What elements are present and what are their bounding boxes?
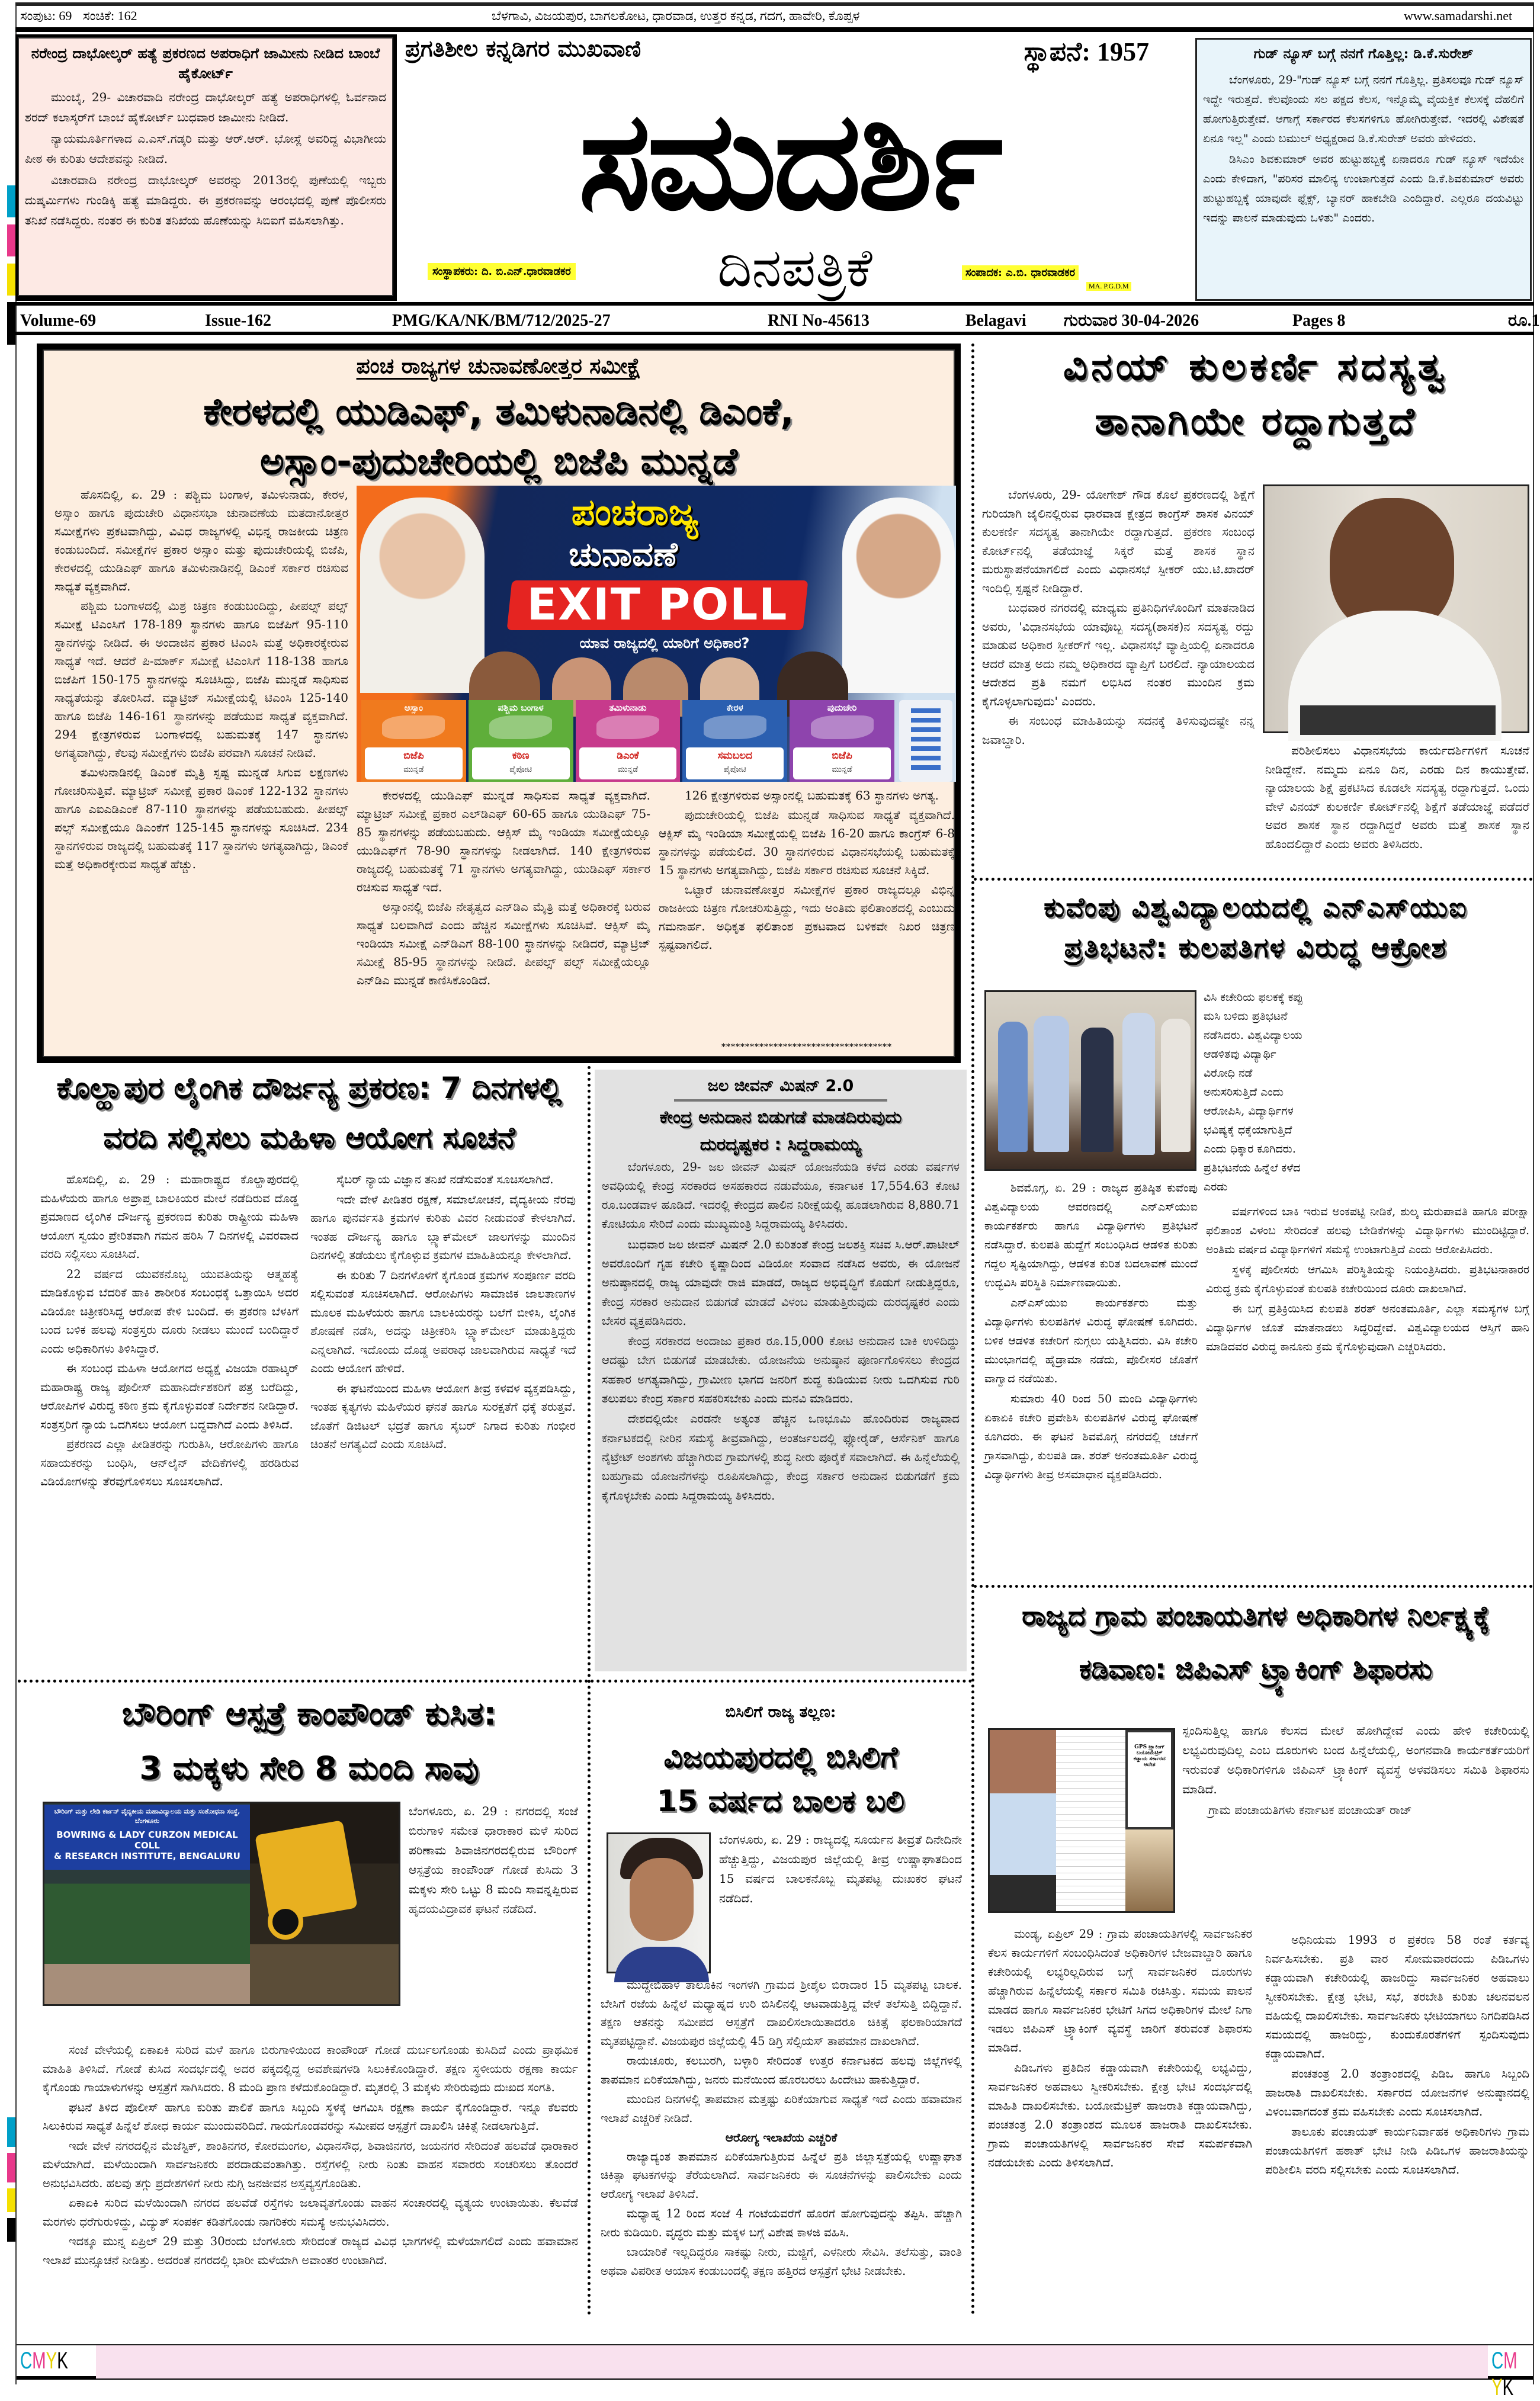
kuvempu-paragraph: ಸ್ಥಳಕ್ಕೆ ಪೊಲೀಸರು ಆಗಮಿಸಿ ಪರಿಸ್ಥಿತಿಯನ್ನು ನಿಯಂತ್ರಿಸಿದರು. ಪ್ರತಿಭಟನಾಕಾರರ ವಿರುದ್ಧ ಕ್ರಮ ಕೈಗೊಳ್ಳುವಂತೆ ಕುಲಪತಿ ಕಚೇರಿಯಿಂದ ದೂರು ದಾಖಲಾಗಿದೆ.	[1206, 1263, 1529, 1295]
gps-paragraph: ಪಂಚತಂತ್ರ 2.0 ತಂತ್ರಾಂಶದಲ್ಲಿ ಪಿಡಿಒ ಹಾಗೂ ಸಿಬ್ಬಂದಿ ಹಾಜರಾತಿ ದಾಖಲಿಸಬೇಕು. ಸರ್ಕಾರದ ಯೋಜನೆಗಳ ಅನುಷ್ಠಾನದಲ್ಲಿ ವಿಳಂಬವಾಗದಂತೆ ಕ್ರಮ ವಹಿಸಬೇಕು ಎಂದು ಸೂಚಿಸಲಾಗಿದೆ.	[1265, 2067, 1529, 2118]
column-separator	[971, 344, 974, 2316]
info-volume: Volume-69	[20, 312, 97, 330]
vijayapura-paragraph: ಮುಂದಿನ ದಿನಗಳಲ್ಲಿ ತಾಪಮಾನ ಮತ್ತಷ್ಟು ಏರಿಕೆಯಾಗುವ ಸಾಧ್ಯತೆ ಇದೆ ಎಂದು ಹವಾಮಾನ ಇಲಾಖೆ ಎಚ್ಚರಿಕೆ ನೀಡಿದೆ.	[601, 2092, 962, 2125]
kuvempu-column-1	[984, 1179, 1198, 1546]
lead-column-2	[357, 787, 650, 1059]
state-map-icon	[489, 715, 552, 739]
kuvempu-headline-line-2: ಪ್ರತಿಭಟನೆ: ಕುಲಪತಿಗಳ ವಿರುದ್ಧ ಆಕ್ರೋಶ	[1064, 932, 1448, 964]
cmyk-letter: K	[1502, 2374, 1514, 2400]
cmyk-letter: C	[1491, 2348, 1504, 2374]
state-result-box	[365, 747, 463, 779]
kolhapur-story	[37, 1066, 582, 1676]
gps-paragraph: ತಾಲೂಕು ಪಂಚಾಯತ್ ಕಾರ್ಯನಿರ್ವಾಹಕ ಅಧಿಕಾರಿಗಳು ಗ್ರಾಮ ಪಂಚಾಯತಿಗಳಿಗೆ ಹಠಾತ್ ಭೇಟಿ ನೀಡಿ ಪಿಡಿಒಗಳ ಹಾಜರಾತಿಯನ್ನು ಪರಿಶೀಲಿಸಿ ವರದಿ ಸಲ್ಲಿಸಬೇಕು ಎಂದು ಸೂಚಿಸಲಾಗಿದೆ.	[1265, 2125, 1529, 2177]
left-box-paragraph: ವಿಚಾರವಾದಿ ನರೇಂದ್ರ ದಾಭೋಲ್ಕರ್ ಅವರನ್ನು 2013ರಲ್ಲಿ ಪುಣೆಯಲ್ಲಿ ಇಬ್ಬರು ದುಷ್ಕರ್ಮಿಗಳು ಗುಂಡಿಕ್ಕಿ ಹತ್ಯೆ ಮಾಡಿದ್ದರು. ಈ ಪ್ರಕರಣವನ್ನು ಆರಂಭದಲ್ಲಿ ಪುಣೆ ಪೊಲೀಸರು ತನಿಖೆ ನಡೆಸಿದ್ದರು. ನಂತರ ಈ ಕುರಿತ ತನಿಖೆಯ ಹೊಣೆಯನ್ನು ಸಿಬಿಐಗೆ ವಹಿಸಲಾಗಿತ್ತು.	[25, 173, 386, 227]
bowring-body	[43, 2041, 578, 2311]
state-map-icon	[704, 715, 766, 739]
vijayapura-subhead: ಆರೋಗ್ಯ ಇಲಾಖೆಯ ಎಚ್ಚರಿಕೆ	[725, 2130, 838, 2145]
vinay-column-2	[1265, 742, 1529, 866]
state-card	[576, 700, 681, 782]
bowring-story	[37, 1686, 582, 2316]
kolhapur-headline-line-1: ಕೊಲ್ಹಾಪುರ ಲೈಂಗಿಕ ದೌರ್ಜನ್ಯ ಪ್ರಕರಣ: 7 ದಿನಗಳಲ್ಲಿ	[56, 1071, 562, 1105]
state-card	[682, 700, 787, 782]
jjm-paragraph: ಬೆಂಗಳೂರು, 29- ಜಲ ಜೀವನ್ ಮಿಷನ್ ಯೋಜನೆಯಡಿ ಕಳೆದ ಎರಡು ವರ್ಷಗಳ ಅವಧಿಯಲ್ಲಿ ಕೇಂದ್ರ ಸರಕಾರದ ಅಸಹಕಾರದ ನಡುವೆಯೂ, ಕರ್ನಾಟಕ 17,554.63 ಕೋಟಿ ರೂ.ಬಂಡವಾಳ ಹೂಡಿದೆ. ಇದರಲ್ಲಿ ಕೇಂದ್ರದ ಪಾಲಿನ ನಿರೀಕ್ಷೆಯಲ್ಲಿ ಹೂಡಲಾಗಿರುವ 8,880.71 ಕೋಟಿಯೂ ಸೇರಿದೆ ಎಂದು ಮುಖ್ಯಮಂತ್ರಿ ಸಿದ್ದರಾಮಯ್ಯ ತಿಳಿಸಿದರು.	[602, 1160, 960, 1231]
kolhapur-column-2	[310, 1170, 576, 1668]
vinay-headline-line-2: ತಾನಾಗಿಯೇ ರದ್ದಾಗುತ್ತದೆ	[1095, 400, 1417, 444]
lead-paragraph: ಪುದುಚೇರಿಯಲ್ಲಿ ಬಿಜೆಪಿ ಮುನ್ನಡೆ ಸಾಧಿಸುವ ಸಾಧ್ಯತೆ ವ್ಯಕ್ತವಾಗಿದೆ. ಆಕ್ಸಿಸ್ ಮೈ ಇಂಡಿಯಾ ಸಮೀಕ್ಷೆಯಲ್ಲಿ ಬಿಜೆಪಿ 16-20 ಹಾಗೂ ಕಾಂಗ್ರೆಸ್ 6-8 ಸ್ಥಾನಗಳನ್ನು ಪಡೆಯಲಿದೆ. 30 ಸ್ಥಾನಗಳಿರುವ ವಿಧಾನಸಭೆಯಲ್ಲಿ ಬಹುಮತಕ್ಕೆ 15 ಸ್ಥಾನಗಳು ಅಗತ್ಯವಾಗಿದ್ದು, ಬಿಜೆಪಿ ಸರ್ಕಾರ ರಚಿಸುವ ಸೂಚನೆ ಸಿಕ್ಕಿದೆ.	[659, 808, 955, 877]
logo-subtitle: ದಿನಪತ್ರಿಕೆ	[717, 237, 872, 299]
bowring-side-text: ಬೆಂಗಳೂರು, ಏ. 29 : ನಗರದಲ್ಲಿ ಸಂಜೆ ಬಿರುಗಾಳಿ ಸಮೇತ ಧಾರಾಕಾರ ಮಳೆ ಸುರಿದ ಪರಿಣಾಮ ಶಿವಾಜಿನಗರದಲ್ಲಿರುವ ಬೌರಿಂಗ್ ಆಸ್ಪತ್ರೆಯ ಕಾಂಪೌಂಡ್ ಗೋಡೆ ಕುಸಿದು 3 ಮಕ್ಕಳು ಸೇರಿ ಒಟ್ಟು 8 ಮಂದಿ ಸಾವನ್ನಪ್ಪಿರುವ ಹೃದಯವಿದ್ರಾವಕ ಘಟನೆ ನಡೆದಿದೆ.	[409, 1804, 578, 1916]
right-box-headline: ಗುಡ್ ನ್ಯೂಸ್ ಬಗ್ಗೆ ನನಗೆ ಗೊತ್ತಿಲ್ಲ: ಡಿ.ಕೆ.ಸುರೇಶ್	[1253, 46, 1474, 62]
section-divider	[974, 878, 1533, 881]
exit-poll-graphic	[357, 486, 956, 782]
vinay-paragraph: ಬೆಂಗಳೂರು, 29- ಯೋಗೇಶ್ ಗೌಡ ಕೊಲೆ ಪ್ರಕರಣದಲ್ಲಿ ಶಿಕ್ಷೆಗೆ ಗುರಿಯಾಗಿ ಜೈಲಿನಲ್ಲಿರುವ ಧಾರವಾಡ ಕ್ಷೇತ್ರದ ಕಾಂಗ್ರೆಸ್ ಶಾಸಕ ವಿನಯ್ ಕುಲಕರ್ಣಿ ಸದಸ್ಯತ್ವ ತಾನಾಗಿಯೇ ರದ್ದಾಗುತ್ತದೆ. ಪ್ರಕರಣ ಸಂಬಂಧ ಕೋರ್ಟ್‌ನಲ್ಲಿ ತಡೆಯಾಜ್ಞೆ ಸಿಕ್ಕರೆ ಮತ್ತೆ ಶಾಸಕ ಸ್ಥಾನ ಮರುಸ್ಥಾಪನೆಯಾಗಲಿದೆ ಎಂದು ವಿಧಾನಸಭೆ ಸ್ಪೀಕರ್ ಯು.ಟಿ.ಖಾದರ್ ಇಂದಿಲ್ಲಿ ಸ್ಪಷ್ಟನೆ ನೀಡಿದ್ದಾರೆ.	[982, 487, 1255, 595]
kuvempu-paragraph: ಸುಮಾರು 40 ರಿಂದ 50 ಮಂದಿ ವಿದ್ಯಾರ್ಥಿಗಳು ಏಕಾಏಕಿ ಕಚೇರಿ ಪ್ರವೇಶಿಸಿ ಕುಲಪತಿಗಳ ವಿರುದ್ಧ ಘೋಷಣೆ ಕೂಗಿದರು. ಈ ಘಟನೆ ಶಿವಮೊಗ್ಗ ನಗರದಲ್ಲಿ ಚರ್ಚೆಗೆ ಗ್ರಾಸವಾಗಿದ್ದು, ಕುಲಪತಿ ಡಾ. ಶರತ್ ಅನಂತಮೂರ್ತಿ ವಿರುದ್ಧ ವಿದ್ಯಾರ್ಥಿಗಳು ತೀವ್ರ ಅಸಮಾಧಾನ ವ್ಯಕ್ತಪಡಿಸಿದರು.	[984, 1392, 1198, 1481]
vinay-headline-line-1: ವಿನಯ್ ಕುಲಕರ್ಣಿ ಸದಸ್ಯತ್ವ	[1063, 345, 1449, 389]
evm-icon	[899, 700, 952, 782]
vijayapura-paragraph: ರಾಜ್ಯಾದ್ಯಂತ ತಾಪಮಾನ ಏರಿಕೆಯಾಗುತ್ತಿರುವ ಹಿನ್ನೆಲೆ ಪ್ರತಿ ಜಿಲ್ಲಾಸ್ಪತ್ರೆಯಲ್ಲಿ ಉಷ್ಣಾಘಾತ ಚಿಕಿತ್ಸಾ ಘಟಕಗಳನ್ನು ತೆರೆಯಲಾಗಿದೆ. ಸಾರ್ವಜನಿಕರು ಈ ಸೂಚನೆಗಳನ್ನು ಪಾಲಿಸಬೇಕು ಎಂದು ಆರೋಗ್ಯ ಇಲಾಖೆ ತಿಳಿಸಿದೆ.	[601, 2149, 962, 2201]
lead-column-3	[659, 787, 955, 1041]
vijayapura-paragraph: ಬಾಯಾರಿಕೆ ಇಲ್ಲದಿದ್ದರೂ ಸಾಕಷ್ಟು ನೀರು, ಮಜ್ಜಿಗೆ, ಎಳನೀರು ಸೇವಿಸಿ. ತಲೆಸುತ್ತು, ವಾಂತಿ ಅಥವಾ ವಿಪರೀತ ಆಯಾಸ ಕಂಡುಬಂದಲ್ಲಿ ತಕ್ಷಣ ಹತ್ತಿರದ ಆಸ್ಪತ್ರೆಗೆ ಭೇಟಿ ನೀಡಬೇಕು.	[601, 2245, 962, 2278]
kolhapur-paragraph: ಈ ಘಟನೆಯಿಂದ ಮಹಿಳಾ ಆಯೋಗ ತೀವ್ರ ಕಳವಳ ವ್ಯಕ್ತಪಡಿಸಿದ್ದು, ಇಂತಹ ಕೃತ್ಯಗಳು ಮಹಿಳೆಯರ ಘನತೆ ಹಾಗೂ ಸುರಕ್ಷತೆಗೆ ಧಕ್ಕೆ ತರುತ್ತವೆ. ಜೊತೆಗೆ ಡಿಜಿಟಲ್ ಭದ್ರತೆ ಹಾಗೂ ಸೈಬರ್ ನಿಗಾದ ಕುರಿತು ಗಂಭೀರ ಚಿಂತನೆ ಅಗತ್ಯವಿದೆ ಎಂದು ಸೂಚಿಸಿದೆ.	[310, 1381, 576, 1451]
info-price: ರೂ.1	[1508, 312, 1540, 330]
state-map-icon	[596, 715, 659, 739]
kuvempu-column-2	[1206, 1202, 1529, 1558]
jjm-paragraph: ಬುಧವಾರ ಜಲ ಜೀವನ್ ಮಿಷನ್ 2.0 ಕುರಿತಂತೆ ಕೇಂದ್ರ ಜಲಶಕ್ತಿ ಸಚಿವ ಸಿ.ಆರ್.ಪಾಟೀಲ್ ಅವರೊಂದಿಗೆ ಗೃಹ ಕಚೇರಿ ಕೃಷ್ಣಾದಿಂದ ವಿಡಿಯೋ ಸಂವಾದ ನಡೆಸಿದ ಅವರು, ಈ ಯೋಜನೆ ಅನುಷ್ಠಾನದಲ್ಲಿ ರಾಜ್ಯ ಯಾವುದೇ ರಾಜಿ ಮಾಡದೆ, ರಾಜ್ಯದ ಅಭಿವೃದ್ಧಿಗೆ ಕೊಡುಗೆ ನೀಡುತ್ತಿದ್ದರೂ, ಕೇಂದ್ರ ಸರಕಾರ ಅನುದಾನ ಬಿಡುಗಡೆ ಮಾಡದೆ ವಿಳಂಬ ಮಾಡುತ್ತಿರುವುದು ದುರದೃಷ್ಟಕರ ಎಂದು ಬೇಸರ ವ್ಯಕ್ತಪಡಿಸಿದರು.	[602, 1237, 960, 1328]
vijayapura-body	[601, 1976, 962, 2313]
magenta-swatch	[7, 224, 15, 256]
logo-title: ಸಮದರ್ಶಿ	[578, 82, 1000, 240]
gps-side-text	[1182, 1721, 1529, 1928]
gps-paragraph: ಮಂಡ್ಯ, ಏಪ್ರಿಲ್ 29 : ಗ್ರಾಮ ಪಂಚಾಯತಿಗಳಲ್ಲಿ ಸಾರ್ವಜನಿಕರ ಕೆಲಸ ಕಾರ್ಯಗಳಿಗೆ ಸಂಬಂಧಿಸಿದಂತೆ ಅಧಿಕಾರಿಗಳ ಬೇಜವಾಬ್ದಾರಿ ಹಾಗೂ ಕಚೇರಿಯಲ್ಲಿ ಲಭ್ಯರಿಲ್ಲದಿರುವ ಬಗ್ಗೆ ಸಾರ್ವಜನಿಕರ ದೂರುಗಳು ಹೆಚ್ಚಾಗಿರುವ ಹಿನ್ನೆಲೆಯಲ್ಲಿ ಸರ್ಕಾರ ಸಮಿತಿ ರಚಿಸಿತ್ತು. ಸಮಯ ಪಾಲನೆ ಮಾಡದ ಹಾಗೂ ಸಾರ್ವಜನಿಕರ ಭೇಟಿಗೆ ಸಿಗದ ಅಧಿಕಾರಿಗಳ ಮೇಲೆ ನಿಗಾ ಇಡಲು ಜಿಪಿಎಸ್ ಟ್ರ್ಯಾಕಿಂಗ್ ವ್ಯವಸ್ಥೆ ಜಾರಿಗೆ ತರುವಂತೆ ಶಿಫಾರಸು ಮಾಡಿದೆ.	[988, 1927, 1252, 2055]
cmyk-letter: M	[32, 2348, 46, 2374]
kuvempu-side-text: ವಿಸಿ ಕಚೇರಿಯ ಫಲಕಕ್ಕೆ ಕಪ್ಪು ಮಸಿ ಬಳಿದು ಪ್ರತಿಭಟನೆ ನಡೆಸಿದರು. ವಿಶ್ವವಿದ್ಯಾಲಯ ಆಡಳಿತವು ವಿದ್ಯಾರ್ಥಿ ವಿರೋಧಿ ನಡೆ ಅನುಸರಿಸುತ್ತಿದೆ ಎಂದು ಆರೋಪಿಸಿ, ವಿದ್ಯಾರ್ಥಿಗಳ ಭವಿಷ್ಯಕ್ಕೆ ಧಕ್ಕೆಯಾಗುತ್ತಿದೆ ಎಂದು ಧಿಕ್ಕಾರ ಕೂಗಿದರು. ಪ್ರತಿಭಟನೆಯ ಹಿನ್ನೆಲೆ ಕಳೆದ ಎರಡು	[1204, 991, 1304, 1193]
state-result-box	[472, 747, 570, 779]
info-rni: RNI No-45613	[768, 312, 870, 330]
vijayapura-paragraph: ಮುದ್ದೇಬಿಹಾಳ ತಾಲೂಕಿನ ಇಂಗಳಗಿ ಗ್ರಾಮದ ಶ್ರೀಶೈಲ ಬಿರಾದಾರ 15 ಮೃತಪಟ್ಟ ಬಾಲಕ. ಬೇಸಿಗೆ ರಜೆಯ ಹಿನ್ನೆಲೆ ಮಧ್ಯಾಹ್ನದ ಉರಿ ಬಿಸಿಲಿನಲ್ಲಿ ಆಟವಾಡುತ್ತಿದ್ದ ವೇಳೆ ತಲೆಸುತ್ತಿ ಬಿದ್ದಿದ್ದಾನೆ. ತಕ್ಷಣ ಆತನನ್ನು ಸಮೀಪದ ಆಸ್ಪತ್ರೆಗೆ ದಾಖಲಿಸಲಾಯಿತಾದರೂ ಚಿಕಿತ್ಸೆ ಫಲಕಾರಿಯಾಗದೆ ಮೃತಪಟ್ಟಿದ್ದಾನೆ. ವಿಜಯಪುರ ಜಿಲ್ಲೆಯಲ್ಲಿ 45 ಡಿಗ್ರಿ ಸೆಲ್ಸಿಯಸ್ ತಾಪಮಾನ ದಾಖಲಾಗಿದೆ.	[601, 1978, 962, 2048]
masthead	[398, 34, 1168, 301]
bowring-paragraph: ಇದಕ್ಕೂ ಮುನ್ನ ಏಪ್ರಿಲ್ 29 ಮತ್ತು 30ರಂದು ಬೆಂಗಳೂರು ಸೇರಿದಂತೆ ರಾಜ್ಯದ ವಿವಿಧ ಭಾಗಗಳಲ್ಲಿ ಮಳೆಯಾಗಲಿದೆ ಎಂದು ಹವಾಮಾನ ಇಲಾಖೆ ಮುನ್ಸೂಚನೆ ನೀಡಿತ್ತು. ಅದರಂತೆ ನಗರದಲ್ಲಿ ಭಾರೀ ಮಳೆಯಾಗಿ ಅವಾಂತರ ಉಂಟಾಗಿದೆ.	[43, 2235, 578, 2267]
lead-headline-line-2: ಅಸ್ಸಾಂ-ಪುದುಚೇರಿಯಲ್ಲಿ ಬಿಜೆಪಿ ಮುನ್ನಡೆ	[260, 439, 737, 483]
yellow-swatch	[7, 264, 15, 296]
gps-paragraph: ಸ್ಪಂದಿಸುತ್ತಿಲ್ಲ ಹಾಗೂ ಕೆಲಸದ ಮೇಲೆ ಹೋಗಿದ್ದೇವೆ ಎಂದು ಹೇಳಿ ಕಚೇರಿಯಲ್ಲಿ ಲಭ್ಯವಿರುವುದಿಲ್ಲ ಎಂಬ ದೂರುಗಳು ಬಂದ ಹಿನ್ನೆಲೆಯಲ್ಲಿ, ಅಂಗನವಾಡಿ ಕಾರ್ಯಕರ್ತೆಯರಿಗೆ ಇರುವಂತೆ ಅಧಿಕಾರಿಗಳಿಗೂ ಜಿಪಿಎಸ್ ಟ್ರ್ಯಾಕಿಂಗ್ ವ್ಯವಸ್ಥೆ ಅಳವಡಿಸಲು ಸಮಿತಿ ಶಿಫಾರಸು ಮಾಡಿದೆ.	[1182, 1723, 1529, 1796]
kuvempu-paragraph: ಶಿವಮೊಗ್ಗ, ಏ. 29 : ರಾಜ್ಯದ ಪ್ರತಿಷ್ಠಿತ ಕುವೆಂಪು ವಿಶ್ವವಿದ್ಯಾಲಯ ಆವರಣದಲ್ಲಿ ಎನ್‌ಎಸ್‌ಯುಐ ಕಾರ್ಯಕರ್ತರು ಹಾಗೂ ವಿದ್ಯಾರ್ಥಿಗಳು ಪ್ರತಿಭಟನೆ ನಡೆಸಿದ್ದಾರೆ. ಕುಲಪತಿ ಹುದ್ದೆಗೆ ಸಂಬಂಧಿಸಿದ ಆಡಳಿತ ಕುರಿತು ಗದ್ದಲ ಸೃಷ್ಟಿಯಾಗಿದ್ದು, ಆಡಳಿತ ಕುರಿತ ಬದಲಾವಣೆ ಮುಂದೆ ಉದ್ಭವಿಸಿ ಪರಿಸ್ಥಿತಿ ನಿರ್ಮಾಣವಾಯಿತು.	[984, 1182, 1198, 1289]
gps-notice-board: GPS ಟ್ರ್ಯಾಕಿಂಗ್ ಬಯೋಮೆಟ್ರಿಕ್ ಕಡ್ಡಾಯ ಸರ್ಕಾರದ ಆದೇಶ	[1125, 1730, 1173, 1829]
state-card	[790, 700, 894, 782]
exit-poll-text: EXIT POLL	[527, 579, 788, 630]
gps-headline-line-1: ರಾಜ್ಯದ ಗ್ರಾಮ ಪಂಚಾಯತಿಗಳ ಅಧಿಕಾರಿಗಳ ನಿರ್ಲಕ್ಷ್ಯಕ್ಕೆ	[1022, 1600, 1490, 1632]
registration-strip-bottom	[7, 2117, 15, 2242]
gps-column-2	[1265, 1931, 1529, 2310]
cmyk-mark-left	[20, 2348, 68, 2374]
vinay-paragraph: ಪರಿಶೀಲಿಸಲು ವಿಧಾನಸಭೆಯ ಕಾರ್ಯದರ್ಶಿಗಳಿಗೆ ಸೂಚನೆ ನೀಡಿದ್ದೇನೆ. ನಮ್ಮದು ಏನೂ ದಿನ, ಎರಡು ದಿನ ಕಾಯುತ್ತೇವೆ. ನ್ಯಾಯಾಲಯ ಶಿಕ್ಷೆ ಪ್ರಕಟಿಸಿದ ಕೂಡಲೇ ಸದಸ್ಯತ್ವ ರದ್ದಾಗುತ್ತದೆ. ಒಂದು ವೇಳೆ ವಿನಯ್ ಕುಲಕರ್ಣಿ ಕೋರ್ಟ್‌ನಲ್ಲಿ ಶಿಕ್ಷೆಗೆ ತಡೆಯಾಜ್ಞೆ ಪಡೆದರೆ ಅವರ ಶಾಸಕ ಸ್ಥಾನ ರದ್ದಾಗಿದ್ದರೆ ಅವರು ಮತ್ತೆ ಶಾಸಕ ಸ್ಥಾನ ಹೊಂದಲಿದ್ದಾರೆ ಎಂದು ಅವರು ತಿಳಿಸಿದರು.	[1265, 743, 1529, 851]
state-status: ಮುನ್ನಡೆ	[832, 765, 852, 774]
vinay-paragraph: ಬುಧವಾರ ನಗರದಲ್ಲಿ ಮಾಧ್ಯಮ ಪ್ರತಿನಿಧಿಗಳೊಂದಿಗೆ ಮಾತನಾಡಿದ ಅವರು, 'ವಿಧಾನಸಭೆಯ ಯಾವೊಬ್ಬ ಸದಸ್ಯ(ಶಾಸಕ)ನ ಸದಸ್ಯತ್ವ ರದ್ದು ಮಾಡುವ ಅಧಿಕಾರ ಸ್ಪೀಕರ್‌ಗೆ ಇಲ್ಲ. ವಿಧಾನಸಭೆ ವ್ಯಾಪ್ತಿಯಲ್ಲಿ ಏನಾದರೂ ಆದರೆ ಮಾತ್ರ ಅದು ನಮ್ಮ ಅಧಿಕಾರದ ವ್ಯಾಪ್ತಿಗೆ ಬರಲಿದೆ. ನ್ಯಾಯಾಲಯದ ಆದೇಶದ ಪ್ರತಿ ನಮಗೆ ಲಭಿಸಿದ ನಂತರ ಮುಂದಿನ ಕ್ರಮ ಕೈಗೊಳ್ಳಲಾಗುವುದು' ಎಂದರು.	[982, 601, 1255, 708]
state-map-icon	[382, 715, 445, 739]
left-box-headline: ನರೇಂದ್ರ ದಾಭೋಲ್ಕರ್ ಹತ್ಯೆ ಪ್ರಕರಣದ ಅಪರಾಧಿಗೆ ಜಾಮೀನು ನೀಡಿದ ಬಾಂಬೆ ಹೈಕೋರ್ಟ್	[31, 44, 380, 82]
state-result: ಕಠಿಣ	[512, 750, 530, 762]
jjm-story	[595, 1070, 967, 1671]
state-result-box	[579, 747, 677, 779]
kolhapur-paragraph: ಹೊಸದಿಲ್ಲಿ, ಏ. 29 : ಮಹಾರಾಷ್ಟ್ರದ ಕೊಲ್ಹಾಪುರದಲ್ಲಿ ಮಹಿಳೆಯರು ಹಾಗೂ ಅಪ್ರಾಪ್ತ ಬಾಲಕಿಯರ ಮೇಲೆ ನಡೆದಿರುವ ದೊಡ್ಡ ಪ್ರಮಾಣದ ಲೈಂಗಿಕ ದೌರ್ಜನ್ಯ ಪ್ರಕರಣದ ಕುರಿತು ರಾಷ್ಟ್ರೀಯ ಮಹಿಳಾ ಆಯೋಗ ಸ್ವಯಂ ಪ್ರೇರಿತವಾಗಿ ಗಮನ ಹರಿಸಿ 7 ದಿನಗಳಲ್ಲಿ ವಿವರವಾದ ವರದಿ ಸಲ್ಲಿಸಲು ಸೂಚಿಸಿದೆ.	[40, 1173, 299, 1261]
right-news-box	[1195, 38, 1532, 301]
vinay-story	[978, 344, 1533, 877]
kolhapur-paragraph: ಈ ಸಂಬಂಧ ಮಹಿಳಾ ಆಯೋಗದ ಅಧ್ಯಕ್ಷೆ ವಿಜಯಾ ರಹಾಟ್ಕರ್ ಮಹಾರಾಷ್ಟ್ರ ರಾಜ್ಯ ಪೊಲೀಸ್ ಮಹಾನಿರ್ದೇಶಕರಿಗೆ ಪತ್ರ ಬರೆದಿದ್ದು, ಆರೋಪಿಗಳ ವಿರುದ್ಧ ಕಠಿಣ ಕ್ರಮ ಕೈಗೊಳ್ಳುವಂತೆ ನಿರ್ದೇಶನ ನೀಡಿದ್ದಾರೆ. ಸಂತ್ರಸ್ತರಿಗೆ ನ್ಯಾಯ ಒದಗಿಸಲು ಆಯೋಗ ಬದ್ಧವಾಗಿದೆ ಎಂದು ತಿಳಿಸಿದೆ.	[40, 1362, 299, 1431]
leader-photo-left	[360, 497, 485, 693]
gps-headline-line-2: ಕಡಿವಾಣ: ಜಿಪಿಎಸ್ ಟ್ರ್ಯಾಕಿಂಗ್ ಶಿಫಾರಸು	[1079, 1653, 1433, 1685]
state-status: ಮುನ್ನಡೆ	[617, 765, 639, 774]
lead-paragraph: ತಮಿಳುನಾಡಿನಲ್ಲಿ ಡಿಎಂಕೆ ಮೈತ್ರಿ ಸ್ಪಷ್ಟ ಮುನ್ನಡೆ ಸಿಗುವ ಲಕ್ಷಣಗಳು ಗೋಚರಿಸುತ್ತಿವೆ. ಮ್ಯಾಟ್ರಿಜ್ ಸಮೀಕ್ಷೆ ಪ್ರಕಾರ ಡಿಎಂಕೆ 122-132 ಸ್ಥಾನಗಳು ಹಾಗೂ ಎಐಎಡಿಎಂಕೆ 87-110 ಸ್ಥಾನಗಳನ್ನು ಪಡೆಯಬಹುದು. ಪೀಪಲ್ಸ್ ಪಲ್ಸ್ ಸಮೀಕ್ಷೆಯೂ ಡಿಎಂಕೆಗೆ 125-145 ಸ್ಥಾನಗಳನ್ನು ಸೂಚಿಸಿದೆ. 234 ಸ್ಥಾನಗಳಿರುವ ರಾಜ್ಯದಲ್ಲಿ ಬಹುಮತಕ್ಕೆ 117 ಸ್ಥಾನಗಳು ಅಗತ್ಯವಾಗಿದ್ದು, ಡಿಎಂಕೆ ಮತ್ತೆ ಅಧಿಕಾರಕ್ಕೇರುವ ಸಾಧ್ಯತೆ ಹೆಚ್ಚು.	[54, 765, 348, 871]
vijayapura-story	[595, 1686, 967, 2316]
editor-label: ಸಂಪಾದಕ: ಎ.ಬಿ. ಧಾರವಾಡಕರ	[962, 265, 1079, 280]
footer-band	[17, 2344, 1533, 2400]
cmyk-letter: Y	[46, 2348, 57, 2374]
left-news-box	[15, 34, 397, 301]
state-card	[361, 700, 466, 782]
right-box-paragraph: ಡಿಸಿಎಂ ಶಿವಕುಮಾರ್ ಅವರ ಹುಟ್ಟುಹಬ್ಬಕ್ಕೆ ಏನಾದರೂ ಗುಡ್ ನ್ಯೂಸ್ ಇದೆಯೇ ಎಂದು ಕೇಳಿದಾಗ, "ಪರಿಸರ ಮಾಲಿನ್ಯ ಉಂಟಾಗುತ್ತದೆ ಎಂದು ಡಿ.ಕೆ.ಶಿವಕುಮಾರ್ ಅವರು ಹುಟ್ಟುಹಬ್ಬಕ್ಕೆ ಯಾವುದೇ ಫ್ಲೆಕ್ಸ್, ಬ್ಯಾನರ್ ಹಾಕಬೇಡಿ ಎಂದಿದ್ದಾರೆ. ಎಲ್ಲರೂ ದಯವಿಟ್ಟು ಇದನ್ನು ಪಾಲನೆ ಮಾಡುವುದು ಒಳಿತು" ಎಂದರು.	[1203, 153, 1524, 224]
speaker-photo	[1263, 484, 1529, 733]
cmyk-letter: C	[20, 2348, 33, 2374]
cmyk-mark-right	[1491, 2348, 1520, 2401]
kuvempu-headline-line-1: ಕುವೆಂಪು ವಿಶ್ವವಿದ್ಯಾಲಯದಲ್ಲಿ ಎನ್‌ಎಸ್‌ಯುಐ	[1044, 891, 1468, 923]
jjm-body	[602, 1158, 960, 1632]
kolhapur-paragraph: ಸೈಬರ್ ನ್ಯಾಯ ವಿಜ್ಞಾನ ತನಿಖೆ ನಡೆಸುವಂತೆ ಸೂಚಿಸಲಾಗಿದೆ.	[336, 1173, 554, 1186]
state-status: ಮುನ್ನಡೆ	[403, 765, 424, 774]
column-separator	[588, 1066, 591, 2316]
lead-paragraph: ಅಸ್ಸಾಂನಲ್ಲಿ ಬಿಜೆಪಿ ನೇತೃತ್ವದ ಎನ್‌ಡಿಎ ಮೈತ್ರಿ ಮತ್ತೆ ಅಧಿಕಾರಕ್ಕೆ ಬರುವ ಸಾಧ್ಯತೆ ಬಲವಾಗಿದೆ ಎಂದು ಹೆಚ್ಚಿನ ಸಮೀಕ್ಷೆಗಳು ಸೂಚಿಸಿವೆ. ಆಕ್ಸಿಸ್ ಮೈ ಇಂಡಿಯಾ ಸಮೀಕ್ಷೆ ಎನ್‌ಡಿಎಗೆ 88-100 ಸ್ಥಾನಗಳನ್ನು ನೀಡಿದರೆ, ಮ್ಯಾಟ್ರಿಜ್ ಸಮೀಕ್ಷೆ 85-95 ಸ್ಥಾನಗಳನ್ನು ನೀಡಿದೆ. ಪೀಪಲ್ಸ್ ಪಲ್ಸ್ ಸಮೀಕ್ಷೆಯಲ್ಲೂ ಎನ್‌ಡಿಎ ಮುನ್ನಡೆ ಕಾಣಿಸಿಕೊಂಡಿದೆ.	[357, 900, 650, 987]
bowring-photo	[43, 1802, 400, 2006]
state-result: ಬಿಜೆಪಿ	[832, 750, 852, 762]
tagline: ಪ್ರಗತಿಶೀಲ ಕನ್ನಡಿಗರ ಮುಖವಾಣಿ	[405, 36, 641, 62]
gps-column-1	[988, 1925, 1252, 2310]
jjm-paragraph: ಕೇಂದ್ರ ಸರಕಾರದ ಅಂದಾಜು ಪ್ರಕಾರ ರೂ.15,000 ಕೋಟಿ ಅನುದಾನ ಬಾಕಿ ಉಳಿದಿದ್ದು ಆದಷ್ಟು ಬೇಗ ಬಿಡುಗಡೆ ಮಾಡಬೇಕು. ಯೋಜನೆಯ ಅನುಷ್ಠಾನ ಪೂರ್ಣಗೊಳಿಸಲು ಕೇಂದ್ರದ ಸಹಕಾರ ಅಗತ್ಯವಾಗಿದ್ದು, ಗ್ರಾಮೀಣ ಭಾಗದ ಜನರಿಗೆ ಶುದ್ಧ ಕುಡಿಯುವ ನೀರು ಒದಗಿಸುವ ಗುರಿ ತಲುಪಲು ಕೇಂದ್ರ ಸರ್ಕಾರ ಸಹಕರಿಸಬೇಕು ಎಂದು ಮನವಿ ಮಾಡಿದರು.	[602, 1334, 960, 1406]
kolhapur-paragraph: ಇದೇ ವೇಳೆ ಪೀಡಿತರ ರಕ್ಷಣೆ, ಸಮಾಲೋಚನೆ, ವೈದ್ಯಕೀಯ ನೆರವು ಹಾಗೂ ಪುನರ್ವಸತಿ ಕ್ರಮಗಳ ಕುರಿತು ವಿವರ ನೀಡುವಂತೆ ಕೇಳಲಾಗಿದೆ. ಇಂತಹ ದೌರ್ಜನ್ಯ ಹಾಗೂ ಬ್ಲ್ಯಾಕ್‌ಮೇಲ್ ಜಾಲಗಳನ್ನು ಮುಂದಿನ ದಿನಗಳಲ್ಲಿ ತಡೆಯಲು ಕೈಗೊಳ್ಳುವ ಕ್ರಮಗಳ ಮಾಹಿತಿಯನ್ನೂ ಕೇಳಲಾಗಿದೆ.	[310, 1192, 576, 1262]
cyan-swatch	[7, 185, 15, 217]
bowring-headline-line-1: ಬೌರಿಂಗ್ ಆಸ್ಪತ್ರೆ ಕಾಂಪೌಂಡ್ ಕುಸಿತ:	[121, 1695, 497, 1732]
bowring-paragraph: ಏಕಾಏಕಿ ಸುರಿದ ಮಳೆಯಿಂದಾಗಿ ನಗರದ ಹಲವೆಡೆ ರಸ್ತೆಗಳು ಜಲಾವೃತಗೊಂಡು ವಾಹನ ಸಂಚಾರದಲ್ಲಿ ವ್ಯತ್ಯಯ ಉಂಟಾಯಿತು. ಕೆಲವೆಡೆ ಮರಗಳು ಧರೆಗುರುಳಿದ್ದು, ವಿದ್ಯುತ್ ಸಂಪರ್ಕ ಕಡಿತಗೊಂಡು ನಾಗರಿಕರು ಸಮಸ್ಯೆ ಅನುಭವಿಸಿದರು.	[43, 2196, 578, 2229]
black-swatch	[7, 302, 15, 345]
top-volume: ಸಂಪುಟ: 69	[20, 8, 72, 23]
state-name: ಕೇರಳ	[726, 702, 743, 713]
lead-paragraph: 126 ಕ್ಷೇತ್ರಗಳಿರುವ ಅಸ್ಸಾಂನಲ್ಲಿ ಬಹುಮತಕ್ಕೆ 63 ಸ್ಥಾನಗಳು ಅಗತ್ಯ.	[685, 788, 939, 803]
info-postal: PMG/KA/NK/BM/712/2025-27	[392, 312, 611, 330]
boy-photo	[607, 1832, 711, 1973]
graphic-title-1: ಪಂಚರಾಜ್ಯ	[571, 490, 699, 534]
info-city: Belagavi	[965, 312, 1026, 330]
section-divider	[974, 1585, 1533, 1588]
info-pages: Pages 8	[1292, 312, 1346, 330]
vijayapura-headline-line-2: 15 ವರ್ಷದ ಬಾಲಕ ಬಲಿ	[656, 1784, 905, 1818]
vijayapura-paragraph: ರಾಯಚೂರು, ಕಲಬುರಗಿ, ಬಳ್ಳಾರಿ ಸೇರಿದಂತೆ ಉತ್ತರ ಕರ್ನಾಟಕದ ಹಲವು ಜಿಲ್ಲೆಗಳಲ್ಲಿ ತಾಪಮಾನ ಏರಿಕೆಯಾಗಿದ್ದು, ಜನರು ಮನೆಯಿಂದ ಹೊರಬರಲು ಹಿಂದೇಟು ಹಾಕುತ್ತಿದ್ದಾರೆ.	[601, 2054, 962, 2087]
bowring-paragraph: ಘಟನೆ ತಿಳಿದ ಪೊಲೀಸ್ ಹಾಗೂ ಕುರಿತು ಪಾಲಿಕೆ ಹಾಗೂ ಸಿಬ್ಬಂದಿ ಸ್ಥಳಕ್ಕೆ ಆಗಮಿಸಿ ರಕ್ಷಣಾ ಕಾರ್ಯ ಕೈಗೊಂಡಿದ್ದಾರೆ. ಇನ್ನೂ ಕೆಲವರು ಸಿಲುಕಿರುವ ಸಾಧ್ಯತೆ ಹಿನ್ನೆಲೆ ಶೋಧ ಕಾರ್ಯ ಮುಂದುವರಿದಿದೆ. ಗಾಯಗೊಂಡವರನ್ನು ಸಮೀಪದ ಆಸ್ಪತ್ರೆಗೆ ದಾಖಲಿಸಿ ಚಿಕಿತ್ಸೆ ನೀಡಲಾಗುತ್ತಿದೆ.	[43, 2100, 578, 2133]
state-name: ಪುದುಚೇರಿ	[827, 702, 857, 713]
hospital-gate-photo	[44, 1803, 250, 2004]
gps-paragraph: ಅಧಿನಿಯಮ 1993 ರ ಪ್ರಕರಣ 58 ರಂತೆ ಕರ್ತವ್ಯ ನಿರ್ವಹಿಸಬೇಕು. ಪ್ರತಿ ವಾರ ಸೋಮವಾರದಂದು ಪಿಡಿಒಗಳು ಕಡ್ಡಾಯವಾಗಿ ಕಚೇರಿಯಲ್ಲಿ ಹಾಜರಿದ್ದು ಸಾರ್ವಜನಿಕರ ಅಹವಾಲು ಸ್ವೀಕರಿಸಬೇಕು. ಕ್ಷೇತ್ರ ಭೇಟಿ, ಸಭೆ, ತರಬೇತಿ ಕುರಿತು ಚಲನವಲನ ವಹಿಯಲ್ಲಿ ದಾಖಲಿಸಬೇಕು. ಸಾರ್ವಜನಿಕರು ಭೇಟಿಯಾಗಲು ನಿಗದಿಪಡಿಸಿದ ಸಮಯದಲ್ಲಿ ಹಾಜರಿದ್ದು, ಕುಂದುಕೊರತೆಗಳಿಗೆ ಸ್ಪಂದಿಸುವುದು ಕಡ್ಡಾಯವಾಗಿದೆ.	[1265, 1933, 1529, 2060]
jjm-kicker: ಜಲ ಜೀವನ್ ಮಿಷನ್ 2.0	[674, 1077, 887, 1102]
right-box-paragraph: ಬೆಂಗಳೂರು, 29-"ಗುಡ್ ನ್ಯೂಸ್ ಬಗ್ಗೆ ನನಗೆ ಗೊತ್ತಿಲ್ಲ. ಪ್ರತಿಸಲವೂ ಗುಡ್ ನ್ಯೂಸ್ ಇದ್ದೇ ಇರುತ್ತದೆ. ಕೆಲವೊಂದು ಸಲ ಪಕ್ಷದ ಕೆಲಸ, ಇನ್ನೊಮ್ಮೆ ವೈಯಕ್ತಿಕ ಕೆಲಸಕ್ಕೆ ದೆಹಲಿಗೆ ಹೋಗುತ್ತಿರುತ್ತೇವೆ. ಆಗಾಗ್ಗೆ ಸರ್ಕಾರದ ಕೆಲಸಗಳಿಗೂ ಹೋಗಿರುತ್ತೇವೆ. ಇದರಲ್ಲಿ ವಿಶೇಷತೆ ಏನೂ ಇಲ್ಲ" ಎಂದು ಬಮುಲ್ ಅಧ್ಯಕ್ಷರಾದ ಡಿ.ಕೆ.ಸುರೇಶ್ ಅವರು ಹೇಳಿದರು.	[1203, 73, 1524, 145]
website-link[interactable]: www.samadarshi.net	[1404, 8, 1513, 23]
info-bar	[15, 302, 1540, 335]
founder-label: ಸಂಸ್ಥಾಪಕರು: ದಿ. ಬಿ.ಎನ್.ಧಾರವಾಡಕರ	[428, 263, 576, 280]
lead-column-1	[54, 486, 348, 1060]
vijayapura-headline-line-1: ವಿಜಯಪುರದಲ್ಲಿ ಬಿಸಿಲಿಗೆ	[663, 1740, 898, 1774]
kolhapur-headline-line-2: ವರದಿ ಸಲ್ಲಿಸಲು ಮಹಿಳಾ ಆಯೋಗ ಸೂಚನೆ	[103, 1121, 515, 1155]
established: ಸ್ಥಾಪನೆ: 1957	[1024, 37, 1149, 66]
gps-paragraph: ಗ್ರಾಮ ಪಂಚಾಯತಿಗಳು ಕರ್ನಾಟಕ ಪಂಚಾಯತ್ ರಾಜ್	[1208, 1803, 1412, 1817]
vinay-paragraph: ಈ ಸಂಬಂಧ ಮಾಹಿತಿಯನ್ನು ಸದನಕ್ಕೆ ತಿಳಿಸುವುದಷ್ಟೇ ನನ್ನ ಜವಾಬ್ದಾರಿ.	[982, 714, 1255, 747]
state-status: ಪೈಪೋಟಿ	[509, 765, 532, 774]
gps-story	[978, 1593, 1533, 2316]
cmyk-letter: K	[57, 2348, 68, 2374]
cmyk-letter: M	[1503, 2348, 1517, 2374]
info-issue: Issue-162	[205, 312, 272, 330]
kuvempu-story	[978, 882, 1533, 1569]
lead-separator: ************************************	[721, 1042, 892, 1052]
state-status: ಪೈಪೋಟಿ	[723, 765, 746, 774]
kolhapur-paragraph: ಈ ಕುರಿತು 7 ದಿನಗಳೊಳಗೆ ಕೈಗೊಂಡ ಕ್ರಮಗಳ ಸಂಪೂರ್ಣ ವರದಿ ಸಲ್ಲಿಸುವಂತೆ ಸೂಚಿಸಲಾಗಿದೆ. ಆರೋಪಿಗಳು ಸಾಮಾಜಿಕ ಜಾಲತಾಣಗಳ ಮೂಲಕ ಮಹಿಳೆಯರು ಹಾಗೂ ಬಾಲಕಿಯರನ್ನು ಬಲೆಗೆ ಬೀಳಿಸಿ, ಲೈಂಗಿಕ ಶೋಷಣೆ ನಡೆಸಿ, ಅದನ್ನು ಚಿತ್ರೀಕರಿಸಿ ಬ್ಲ್ಯಾಕ್‌ಮೇಲ್ ಮಾಡುತ್ತಿದ್ದರು ಎನ್ನಲಾಗಿದೆ. ಇದೊಂದು ದೊಡ್ಡ ಅಪರಾಧ ಜಾಲವಾಗಿರುವ ಸಾಧ್ಯತೆ ಇದೆ ಎಂದು ಆಯೋಗ ಹೇಳಿದೆ.	[310, 1268, 576, 1375]
kuvempu-paragraph: ಎನ್‌ಎಸ್‌ಯುಐ ಕಾರ್ಯಕರ್ತರು ಮತ್ತು ವಿದ್ಯಾರ್ಥಿಗಳು ಕುಲಪತಿಗಳ ವಿರುದ್ಧ ಘೋಷಣೆ ಕೂಗಿದರು. ಬಳಿಕ ಆಡಳಿತ ಕಚೇರಿಗೆ ನುಗ್ಗಲು ಯತ್ನಿಸಿದರು. ವಿಸಿ ಕಚೇರಿ ಮುಂಭಾಗದಲ್ಲಿ ಹೈಡ್ರಾಮಾ ನಡೆದು, ಪೊಲೀಸರ ಜೊತೆಗೆ ವಾಗ್ವಾದ ನಡೆಯಿತು.	[984, 1296, 1198, 1385]
state-result: ಡಿಎಂಕೆ	[617, 750, 639, 762]
bowring-headline-line-2: 3 ಮಕ್ಕಳು ಸೇರಿ 8 ಮಂದಿ ಸಾವು	[139, 1750, 479, 1787]
lead-paragraph: ಒಟ್ಟಾರೆ ಚುನಾವಣೋತ್ತರ ಸಮೀಕ್ಷೆಗಳ ಪ್ರಕಾರ ರಾಜ್ಯದಲ್ಲೂ ವಿಭಿನ್ನ ರಾಜಕೀಯ ಚಿತ್ರಣ ಗೋಚರಿಸುತ್ತಿದ್ದು, ಇದು ಅಂತಿಮ ಫಲಿತಾಂಶದಲ್ಲಿ ಎಂಬುದು ಗಮನಾರ್ಹ. ಅಧಿಕೃತ ಫಲಿತಾಂಶ ಪ್ರಕಟವಾದ ಬಳಿಕವೇ ನಿಖರ ಚಿತ್ರಣ ಸ್ಪಷ್ಟವಾಗಲಿದೆ.	[659, 882, 955, 952]
kolhapur-paragraph: ಪ್ರಕರಣದ ಎಲ್ಲಾ ಪೀಡಿತರನ್ನು ಗುರುತಿಸಿ, ಆರೋಪಿಗಳು ಹಾಗೂ ಸಹಾಯಕರನ್ನು ಬಂಧಿಸಿ, ಆನ್‌ಲೈನ್ ವೇದಿಕೆಗಳಲ್ಲಿ ಹರಡಿರುವ ವಿಡಿಯೋಗಳನ್ನು ತೆರವುಗೊಳಿಸಲು ಸೂಚಿಸಲಾಗಿದೆ.	[40, 1437, 299, 1488]
vinay-column-1	[982, 486, 1255, 865]
state-result: ಬಿಜೆಪಿ	[403, 750, 424, 762]
lead-paragraph: ಕೇರಳದಲ್ಲಿ ಯುಡಿಎಫ್ ಮುನ್ನಡೆ ಸಾಧಿಸುವ ಸಾಧ್ಯತೆ ವ್ಯಕ್ತವಾಗಿದೆ. ಮ್ಯಾಟ್ರಿಜ್ ಸಮೀಕ್ಷೆ ಪ್ರಕಾರ ಎಲ್‌ಡಿಎಫ್ 60-65 ಹಾಗೂ ಯುಡಿಎಫ್ 75-85 ಸ್ಥಾನಗಳನ್ನು ಪಡೆಯಬಹುದು. ಆಕ್ಸಿಸ್ ಮೈ ಇಂಡಿಯಾ ಸಮೀಕ್ಷೆಯಲ್ಲೂ ಯುಡಿಎಫ್‌ಗೆ 78-90 ಸ್ಥಾನಗಳನ್ನು ನೀಡಲಾಗಿದೆ. 140 ಕ್ಷೇತ್ರಗಳಿರುವ ರಾಜ್ಯದಲ್ಲಿ ಬಹುಮತಕ್ಕೆ 71 ಸ್ಥಾನಗಳು ಅಗತ್ಯವಾಗಿದ್ದು, ಯುಡಿಎಫ್ ಸರ್ಕಾರ ರಚಿಸುವ ಸಾಧ್ಯತೆ ಇದೆ.	[357, 788, 650, 894]
state-card	[469, 700, 573, 782]
kolhapur-paragraph: 22 ವರ್ಷದ ಯುವಕನೊಬ್ಬ ಯುವತಿಯನ್ನು ಆತ್ಮಹತ್ಯೆ ಮಾಡಿಕೊಳ್ಳುವ ಬೆದರಿಕೆ ಹಾಕಿ ಶಾರೀರಿಕ ಸಂಬಂಧಕ್ಕೆ ಒತ್ತಾಯಿಸಿ ಅದರ ವಿಡಿಯೋ ಚಿತ್ರೀಕರಿಸಿದ್ದ ಆರೋಪ ಕೇಳಿ ಬಂದಿದೆ. ಈ ಪ್ರಕರಣ ಬೆಳಕಿಗೆ ಬಂದ ಬಳಿಕ ಹಲವು ಸಂತ್ರಸ್ತರು ದೂರು ನೀಡಲು ಮುಂದೆ ಬಂದಿದ್ದಾರೆ ಎಂದು ಅಧಿಕಾರಿಗಳು ತಿಳಿಸಿದ್ದಾರೆ.	[40, 1267, 299, 1356]
graphic-question: ಯಾವ ರಾಜ್ಯದಲ್ಲಿ ಯಾರಿಗೆ ಅಧಿಕಾರ?	[579, 635, 750, 651]
info-date: ಗುರುವಾರ 30-04-2026	[1064, 312, 1199, 330]
state-result: ಸಮಬಲದ	[717, 750, 753, 762]
vijayapura-paragraph: ಮಧ್ಯಾಹ್ನ 12 ರಿಂದ ಸಂಜೆ 4 ಗಂಟೆಯವರೆಗೆ ಹೊರಗೆ ಹೋಗುವುದನ್ನು ತಪ್ಪಿಸಿ. ಹೆಚ್ಚಾಗಿ ನೀರು ಕುಡಿಯಿರಿ. ವೃದ್ಧರು ಮತ್ತು ಮಕ್ಕಳ ಬಗ್ಗೆ ವಿಶೇಷ ಕಾಳಜಿ ವಹಿಸಿ.	[601, 2207, 962, 2239]
section-divider	[18, 1680, 973, 1683]
lead-headline-line-1: ಕೇರಳದಲ್ಲಿ ಯುಡಿಎಫ್, ತಮಿಳುನಾಡಿನಲ್ಲಿ ಡಿಎಂಕೆ,	[203, 390, 794, 433]
state-cards	[361, 700, 894, 782]
top-issue: ಸಂಚಿಕೆ: 162	[83, 8, 137, 23]
left-box-paragraph: ಮುಂಬೈ, 29- ವಿಚಾರವಾದಿ ನರೇಂದ್ರ ದಾಭೋಲ್ಕರ್ ಹತ್ಯೆ ಅಪರಾಧಿಗಳಲ್ಲಿ ಓರ್ವನಾದ ಶರದ್ ಕಲಾಸ್ಕರ್‌ಗೆ ಬಾಂಬೆ ಹೈಕೋರ್ಟ್ ಬುಧವಾರ ಜಾಮೀನು ನೀಡಿದೆ.	[25, 90, 386, 124]
vijayapura-side-text: ಬೆಂಗಳೂರು, ಏ. 29 : ರಾಜ್ಯದಲ್ಲಿ ಸೂರ್ಯನ ತೀವ್ರತೆ ದಿನೇದಿನೇ ಹೆಚ್ಚುತ್ತಿದ್ದು, ವಿಜಯಪುರ ಜಿಲ್ಲೆಯಲ್ಲಿ ತೀವ್ರ ಉಷ್ಣಾಘಾತದಿಂದ 15 ವರ್ಷದ ಬಾಲಕನೊಬ್ಬ ಮೃತಪಟ್ಟ ದುಃಖಕರ ಘಟನೆ ನಡೆದಿದೆ.	[719, 1832, 962, 1905]
gps-collage-photo	[988, 1728, 1175, 1913]
bowring-paragraph: ಸಂಜೆ ವೇಳೆಯಲ್ಲಿ ಏಕಾಏಕಿ ಸುರಿದ ಮಳೆ ಹಾಗೂ ಬಿರುಗಾಳಿಯಿಂದ ಕಾಂಪೌಂಡ್ ಗೋಡೆ ದುರ್ಬಲಗೊಂಡು ಕುಸಿದಿದೆ ಎಂದು ಪ್ರಾಥಮಿಕ ಮಾಹಿತಿ ತಿಳಿಸಿದೆ. ಗೋಡೆ ಕುಸಿದ ಸಂದರ್ಭದಲ್ಲಿ ಅದರ ಪಕ್ಕದಲ್ಲಿದ್ದ ಅವಶೇಷಗಳಡಿ ಸಿಲುಕಿಕೊಂಡಿದ್ದಾರೆ. ತಕ್ಷಣ ಸ್ಥಳೀಯರು ರಕ್ಷಣಾ ಕಾರ್ಯ ಕೈಗೊಂಡು ಗಾಯಾಳುಗಳನ್ನು ಆಸ್ಪತ್ರೆಗೆ ಸಾಗಿಸಿದರು. 8 ಮಂದಿ ಪ್ರಾಣ ಕಳೆದುಕೊಂಡಿದ್ದಾರೆ. ಮೃತರಲ್ಲಿ 3 ಮಕ್ಕಳು ಸೇರಿರುವುದು ದುಃಖದ ಸಂಗತಿ.	[43, 2043, 578, 2094]
gps-paragraph: ಪಿಡಿಒಗಳು ಪ್ರತಿದಿನ ಕಡ್ಡಾಯವಾಗಿ ಕಚೇರಿಯಲ್ಲಿ ಲಭ್ಯವಿದ್ದು, ಸಾರ್ವಜನಿಕರ ಅಹವಾಲು ಸ್ವೀಕರಿಸಬೇಕು. ಕ್ಷೇತ್ರ ಭೇಟಿ ಸಂದರ್ಭದಲ್ಲಿ ಮಾಹಿತಿ ದಾಖಲಿಸಬೇಕು. ಬಯೋಮೆಟ್ರಿಕ್ ಹಾಜರಾತಿ ಕಡ್ಡಾಯವಾಗಿದ್ದು, ಪಂಚತಂತ್ರ 2.0 ತಂತ್ರಾಂಶದ ಮೂಲಕ ಹಾಜರಾತಿ ದಾಖಲಿಸಬೇಕು. ಗ್ರಾಮ ಪಂಚಾಯತಿಗಳಲ್ಲಿ ಸಾರ್ವಜನಿಕರ ಸೇವೆ ಸಮರ್ಪಕವಾಗಿ ನಡೆಯಬೇಕು ಎಂದು ತಿಳಿಸಲಾಗಿದೆ.	[988, 2061, 1252, 2169]
lead-story	[37, 344, 961, 1063]
protest-photo	[984, 990, 1196, 1171]
graphic-title-2: ಚುನಾವಣೆ	[569, 535, 678, 574]
cmyk-letter: Y	[1491, 2374, 1503, 2400]
lead-paragraph: ಹೊಸದಿಲ್ಲಿ, ಏ. 29 : ಪಶ್ಚಿಮ ಬಂಗಾಳ, ತಮಿಳುನಾಡು, ಕೇರಳ, ಅಸ್ಸಾಂ ಹಾಗೂ ಪುದುಚೇರಿ ವಿಧಾನಸಭಾ ಚುನಾವಣೆಯ ಮತದಾನೋತ್ತರ ಸಮೀಕ್ಷೆಗಳು ಪ್ರಕಟವಾಗಿದ್ದು, ವಿವಿಧ ರಾಜ್ಯಗಳಲ್ಲಿ ವಿಭಿನ್ನ ರಾಜಕೀಯ ಚಿತ್ರಣ ಕಂಡುಬಂದಿದೆ. ಸಮೀಕ್ಷೆಗಳ ಪ್ರಕಾರ ಅಸ್ಸಾಂ ಮತ್ತು ಪುದುಚೇರಿಯಲ್ಲಿ ಬಿಜೆಪಿ, ಕೇರಳದಲ್ಲಿ ಯುಡಿಎಫ್ ಹಾಗೂ ತಮಿಳುನಾಡಿನಲ್ಲಿ ಡಿಎಂಕೆ ಸರ್ಕಾರ ರಚಿಸುವ ಸಾಧ್ಯತೆ ವ್ಯಕ್ತವಾಗಿದೆ.	[54, 487, 348, 593]
leaders-row	[469, 651, 860, 699]
bowring-paragraph: ಇದೇ ವೇಳೆ ನಗರದಲ್ಲಿನ ಮೆಜೆಸ್ಟಿಕ್, ಶಾಂತಿನಗರ, ಕೋರಮಂಗಲ, ವಿಧಾನಸೌಧ, ಶಿವಾಜಿನಗರ, ಜಯನಗರ ಸೇರಿದಂತೆ ಹಲವೆಡೆ ಧಾರಾಕಾರ ಮಳೆಯಾಗಿದೆ. ಮಳೆಯಿಂದಾಗಿ ಸಾರ್ವಜನಿಕರು ಪರದಾಡುವಂತಾಗಿತ್ತು. ರಸ್ತೆಗಳಲ್ಲಿ ನೀರು ನಿಂತು ವಾಹನ ಸವಾರರು ಸಂಚರಿಸಲು ತೊಂದರೆ ಅನುಭವಿಸಿದರು. ಹಲವು ತಗ್ಗು ಪ್ರದೇಶಗಳಿಗೆ ನೀರು ನುಗ್ಗಿ ಜನಜೀವನ ಅಸ್ತವ್ಯಸ್ತಗೊಂಡಿತು.	[43, 2139, 578, 2190]
state-name: ಅಸ್ಸಾಂ	[404, 702, 424, 713]
jcb-rescue-photo	[250, 1803, 399, 2004]
kuvempu-paragraph: ಈ ಬಗ್ಗೆ ಪ್ರತಿಕ್ರಿಯಿಸಿದ ಕುಲಪತಿ ಶರತ್ ಅನಂತಮೂರ್ತಿ, ಎಲ್ಲಾ ಸಮಸ್ಯೆಗಳ ಬಗ್ಗೆ ವಿದ್ಯಾರ್ಥಿಗಳ ಜೊತೆ ಮಾತನಾಡಲು ಸಿದ್ಧರಿದ್ದೇವೆ. ವಿಶ್ವವಿದ್ಯಾಲಯದ ಆಸ್ತಿಗೆ ಹಾನಿ ಮಾಡಿದವರ ವಿರುದ್ಧ ಕಾನೂನು ಕ್ರಮ ಕೈಗೊಳ್ಳುವುದಾಗಿ ಎಚ್ಚರಿಸಿದರು.	[1206, 1302, 1529, 1353]
kuvempu-paragraph: ವರ್ಷಗಳಿಂದ ಬಾಕಿ ಇರುವ ಅಂಕಪಟ್ಟಿ ನೀಡಿಕೆ, ಶುಲ್ಕ ಮರುಪಾವತಿ ಹಾಗೂ ಪರೀಕ್ಷಾ ಫಲಿತಾಂಶ ವಿಳಂಬ ಸೇರಿದಂತೆ ಹಲವು ಬೇಡಿಕೆಗಳನ್ನು ವಿದ್ಯಾರ್ಥಿಗಳು ಮುಂದಿಟ್ಟಿದ್ದಾರೆ. ಅಂತಿಮ ವರ್ಷದ ವಿದ್ಯಾರ್ಥಿಗಳಿಗೆ ಸಮಸ್ಯೆ ಉಂಟಾಗುತ್ತಿದೆ ಎಂದು ಆರೋಪಿಸಿದರು.	[1206, 1205, 1529, 1256]
state-name: ತಮಿಳುನಾಡು	[609, 702, 647, 713]
jjm-headline-line-1: ಕೇಂದ್ರ ಅನುದಾನ ಬಿಡುಗಡೆ ಮಾಡದಿರುವುದು	[659, 1107, 902, 1127]
jjm-paragraph: ದೇಶದಲ್ಲಿಯೇ ಎರಡನೇ ಅತ್ಯಂತ ಹೆಚ್ಚಿನ ಒಣಭೂಮಿ ಹೊಂದಿರುವ ರಾಜ್ಯವಾದ ಕರ್ನಾಟಕದಲ್ಲಿ ನೀರಿನ ಸಮಸ್ಯೆ ತೀವ್ರವಾಗಿದ್ದು, ಅಂತರ್ಜಲದಲ್ಲಿ ಫ್ಲೋರೈಡ್, ಆರ್ಸೆನಿಕ್ ಹಾಗೂ ನೈಟ್ರೇಟ್ ಅಂಶಗಳು ಹೆಚ್ಚಾಗಿರುವ ಗ್ರಾಮಗಳಲ್ಲಿ ಶುದ್ಧ ನೀರು ಪೂರೈಕೆ ಸವಾಲಾಗಿದೆ. ಈ ಹಿನ್ನೆಲೆಯಲ್ಲಿ ಬಹುಗ್ರಾಮ ಯೋಜನೆಗಳನ್ನು ರೂಪಿಸಲಾಗಿದ್ದು, ಕೇಂದ್ರ ಸರ್ಕಾರ ಅನುದಾನ ಬಿಡುಗಡೆಗೆ ಕ್ರಮ ಕೈಗೊಳ್ಳಬೇಕು ಎಂದು ಸಿದ್ದರಾಮಯ್ಯ ತಿಳಿಸಿದರು.	[602, 1412, 960, 1503]
hospital-sign: ಬೌರಿಂಗ್ ಮತ್ತು ಲೇಡಿ ಕರ್ಜನ್ ವೈದ್ಯಕೀಯ ಮಹಾವಿದ್ಯಾಲಯ ಮತ್ತು ಸಂಶೋಧನಾ ಸಂಸ್ಥೆ, ಬೆಂಗಳೂರು BOWRING & LADY CURZON MEDICAL COLL & RESEARCH INSTITUTE, BENGALURU	[44, 1805, 250, 1870]
jjm-headline-line-2: ದುರದೃಷ್ಟಕರ : ಸಿದ್ದರಾಮಯ್ಯ	[700, 1134, 862, 1155]
lead-kicker: ಪಂಚ ರಾಜ್ಯಗಳ ಚುನಾವಣೋತ್ತರ ಸಮೀಕ್ಷೆ	[356, 354, 641, 378]
officer-photo	[990, 1730, 1056, 1911]
vijayapura-kicker: ಬಿಸಿಲಿಗೆ ರಾಜ್ಯ ತಲ್ಲಣ:	[725, 1703, 836, 1721]
editor-degree: MA. P.G.D.M	[1086, 282, 1131, 291]
lead-paragraph: ಪಶ್ಚಿಮ ಬಂಗಾಳದಲ್ಲಿ ಮಿಶ್ರ ಚಿತ್ರಣ ಕಂಡುಬಂದಿದ್ದು, ಪೀಪಲ್ಸ್ ಪಲ್ಸ್ ಸಮೀಕ್ಷೆ ಟಿಎಂಸಿಗೆ 178-189 ಸ್ಥಾನಗಳು ಹಾಗೂ ಬಿಜೆಪಿಗೆ 95-110 ಸ್ಥಾನಗಳನ್ನು ನೀಡಿದೆ. ಈ ಅಂದಾಜಿನ ಪ್ರಕಾರ ಟಿಎಂಸಿ ಮತ್ತೆ ಅಧಿಕಾರಕ್ಕೇರುವ ಸಾಧ್ಯತೆ ಇದೆ. ಆದರೆ ಪಿ-ಮಾರ್ಕ್ ಸಮೀಕ್ಷೆ ಟಿಎಂಸಿಗೆ 118-138 ಹಾಗೂ ಬಿಜೆಪಿಗೆ 150-175 ಸ್ಥಾನಗಳನ್ನು ಸೂಚಿಸಿದ್ದು, ಬಿಜೆಪಿ ಮುನ್ನಡೆ ಸಾಧಿಸುವ ಸಾಧ್ಯತೆಯನ್ನು ತೋರಿಸಿದೆ. ಮ್ಯಾಟ್ರಿಜ್ ಸಮೀಕ್ಷೆಯಲ್ಲಿ ಟಿಎಂಸಿ 125-140 ಹಾಗೂ ಬಿಜೆಪಿ 146-161 ಸ್ಥಾನಗಳನ್ನು ಪಡೆಯುವ ಸಾಧ್ಯತೆ ವ್ಯಕ್ತವಾಗಿದೆ. 294 ಕ್ಷೇತ್ರಗಳಿರುವ ಬಂಗಾಳದಲ್ಲಿ ಬಹುಮತಕ್ಕೆ 147 ಸ್ಥಾನಗಳು ಅಗತ್ಯವಾಗಿದ್ದು, ಕೆಲವು ಸಮೀಕ್ಷೆಗಳು ಬಿಜೆಪಿ ಪರವಾಗಿ ಸೂಚನೆ ನೀಡಿವೆ.	[54, 599, 348, 760]
state-result-box	[686, 747, 784, 779]
left-box-paragraph: ನ್ಯಾಯಮೂರ್ತಿಗಳಾದ ಎ.ಎಸ್.ಗಡ್ಕರಿ ಮತ್ತು ಆರ್.ಆರ್. ಭೋಸ್ಲೆ ಅವರಿದ್ದ ವಿಭಾಗೀಯ ಪೀಠ ಈ ಕುರಿತು ಆದೇಶವನ್ನು ನೀಡಿದೆ.	[25, 131, 386, 166]
kolhapur-column-1	[40, 1170, 299, 1668]
top-cities: ಬೆಳಗಾವಿ, ವಿಜಯಪುರ, ಬಾಗಲಕೋಟ, ಧಾರವಾಡ, ಉತ್ತರ ಕನ್ನಡ, ಗದಗ, ಹಾವೇರಿ, ಕೊಪ್ಪಳ	[492, 8, 860, 23]
state-name: ಪಶ್ಚಿಮ ಬಂಗಾಳ	[498, 702, 544, 713]
state-result-box	[793, 747, 891, 779]
registration-strip	[7, 185, 15, 298]
state-map-icon	[811, 715, 874, 739]
circular-document	[1056, 1730, 1126, 1911]
footer-pink-band	[96, 2345, 1488, 2378]
